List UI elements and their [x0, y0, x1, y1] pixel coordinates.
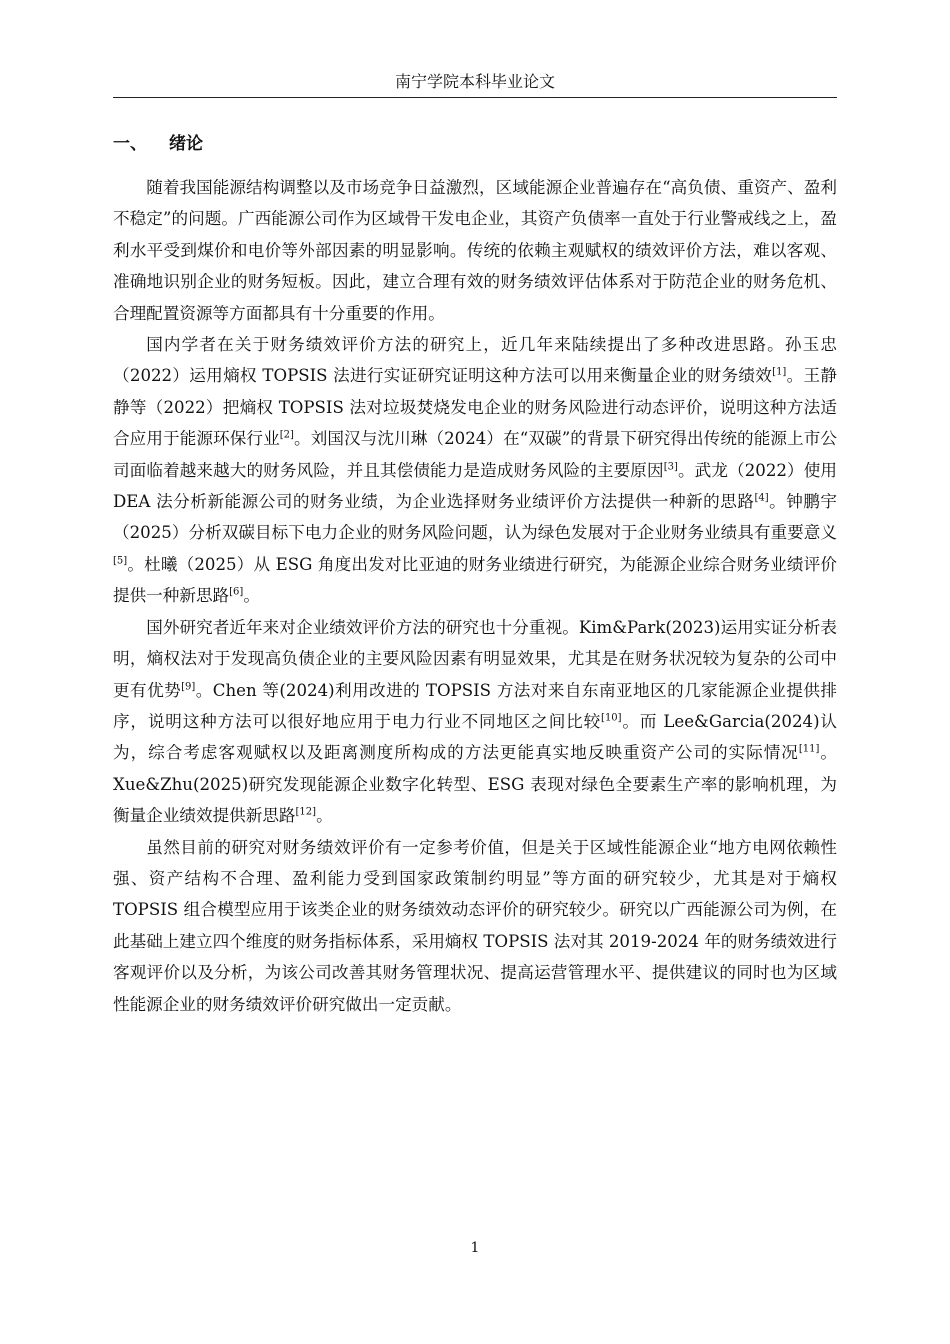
- paragraph: [113, 612, 837, 832]
- paragraph-text: 。: [243, 586, 260, 606]
- section-heading: [113, 131, 203, 157]
- citation-marker: [12]: [295, 806, 317, 818]
- paragraph-text: 。武龙（2022）使用 DEA 法分析新能源公司的财务业绩，为企业选择财务业绩评价方法提供一种新的思路: [113, 460, 837, 512]
- body-text: [113, 172, 837, 1020]
- paragraph: [113, 832, 837, 1020]
- citation-marker: [3]: [663, 461, 678, 473]
- page-number: 1: [470, 1240, 480, 1256]
- paragraph-text: 国内学者在关于财务绩效评价方法的研究上，近几年来陆续提出了多种改进思路。孙玉忠（2022）运用熵权 TOPSIS 法进行实证研究证明这种方法可以用来衡量企业的财务绩效: [113, 335, 837, 386]
- paragraph-text: 。杜曦（2025）从 ESG 角度出发对比亚迪的财务业绩进行研究，为能源企业综合财务业绩评价提供一种新思路: [113, 554, 837, 606]
- paragraph-text: 虽然目前的研究对财务绩效评价有一定参考价值，但是关于区域性能源企业“地方电网依赖性强、资产结构不合理、盈利能力受到国家政策制约明显”等方面的研究较少，尤其是对于熵权 TOPSIS 组合模型应用于该类企业的财务绩效动态评价的研究较少。研究以广西能源公司为例，在此基础上建立四个维度的财务指标体系，采用熵权 TOPSIS 法对其 2019-2024 年的财务绩效进行客观评价以及分析，为该公司改善其财务管理状况、提高运营管理水平、提供建议的同时也为区域性能源企业的财务绩效评价研究做出一定贡献。: [113, 837, 837, 1014]
- paragraph: [113, 172, 837, 329]
- citation-marker: [11]: [798, 743, 820, 755]
- page-header: [113, 70, 837, 94]
- header-divider: [113, 97, 837, 98]
- section-number: 一、: [113, 134, 147, 154]
- citation-marker: [4]: [754, 492, 769, 504]
- citation-marker: [9]: [181, 680, 196, 692]
- paragraph-text: 。王静静等（2022）把熵权 TOPSIS 法对垃圾焚烧发电企业的财务风险进行动态评价，说明这种方法适合应用于能源环保行业: [113, 366, 838, 449]
- paragraph-text: 随着我国能源结构调整以及市场竞争日益激烈，区域能源企业普遍存在“高负债、重资产、盈利不稳定”的问题。广西能源公司作为区域骨干发电企业，其资产负债率一直处于行业警戒线之上，盈利水平受到煤价和电价等外部因素的明显影响。传统的依赖主观赋权的绩效评价方法，难以客观、准确地识别企业的财务短板。因此，建立合理有效的财务绩效评估体系对于防范企业的财务危机、合理配置资源等方面都具有十分重要的作用。: [113, 178, 837, 323]
- paragraph-text: 国外研究者近年来对企业绩效评价方法的研究也十分重视。Kim&Park(2023)运用实证分析表明，熵权法对于发现高负债企业的主要风险因素有明显效果，尤其是在财务状况较为复杂的公司中更有优势: [113, 617, 837, 700]
- section-title: 绪论: [169, 134, 203, 154]
- paragraph-text: 。刘国汉与沈川琳（2024）在“双碳”的背景下研究得出传统的能源上市公司面临着越来越大的财务风险，并且其偿债能力是造成财务风险的主要原因: [113, 429, 837, 480]
- paragraph: [113, 329, 837, 612]
- paragraph-text: 。而 Lee&Garcia(2024)认为，综合考虑客观赋权以及距离测度所构成的方法更能真实地反映重资产公司的实际情况: [113, 711, 837, 763]
- header-title: 南宁学院本科毕业论文: [394, 72, 555, 91]
- citation-marker: [6]: [229, 586, 244, 598]
- citation-marker: [5]: [113, 555, 128, 567]
- paragraph-text: 。钟鹏宇（2025）分析双碳目标下电力企业的财务风险问题，认为绿色发展对于企业财务业绩具有重要意义: [113, 492, 837, 543]
- citation-marker: [2]: [279, 429, 294, 441]
- paragraph-text: 。: [316, 806, 333, 826]
- paragraph-text: 。Chen 等(2024)利用改进的 TOPSIS 方法对来自东南亚地区的几家能源企业提供排序，说明这种方法可以很好地应用于电力行业不同地区之间比较: [113, 680, 837, 731]
- paragraph-text: 。Xue&Zhu(2025)研究发现能源企业数字化转型、ESG 表现对绿色全要素生产率的影响机理，为衡量企业绩效提供新思路: [113, 743, 838, 826]
- citation-marker: [10]: [601, 712, 622, 724]
- citation-marker: [1]: [772, 366, 787, 378]
